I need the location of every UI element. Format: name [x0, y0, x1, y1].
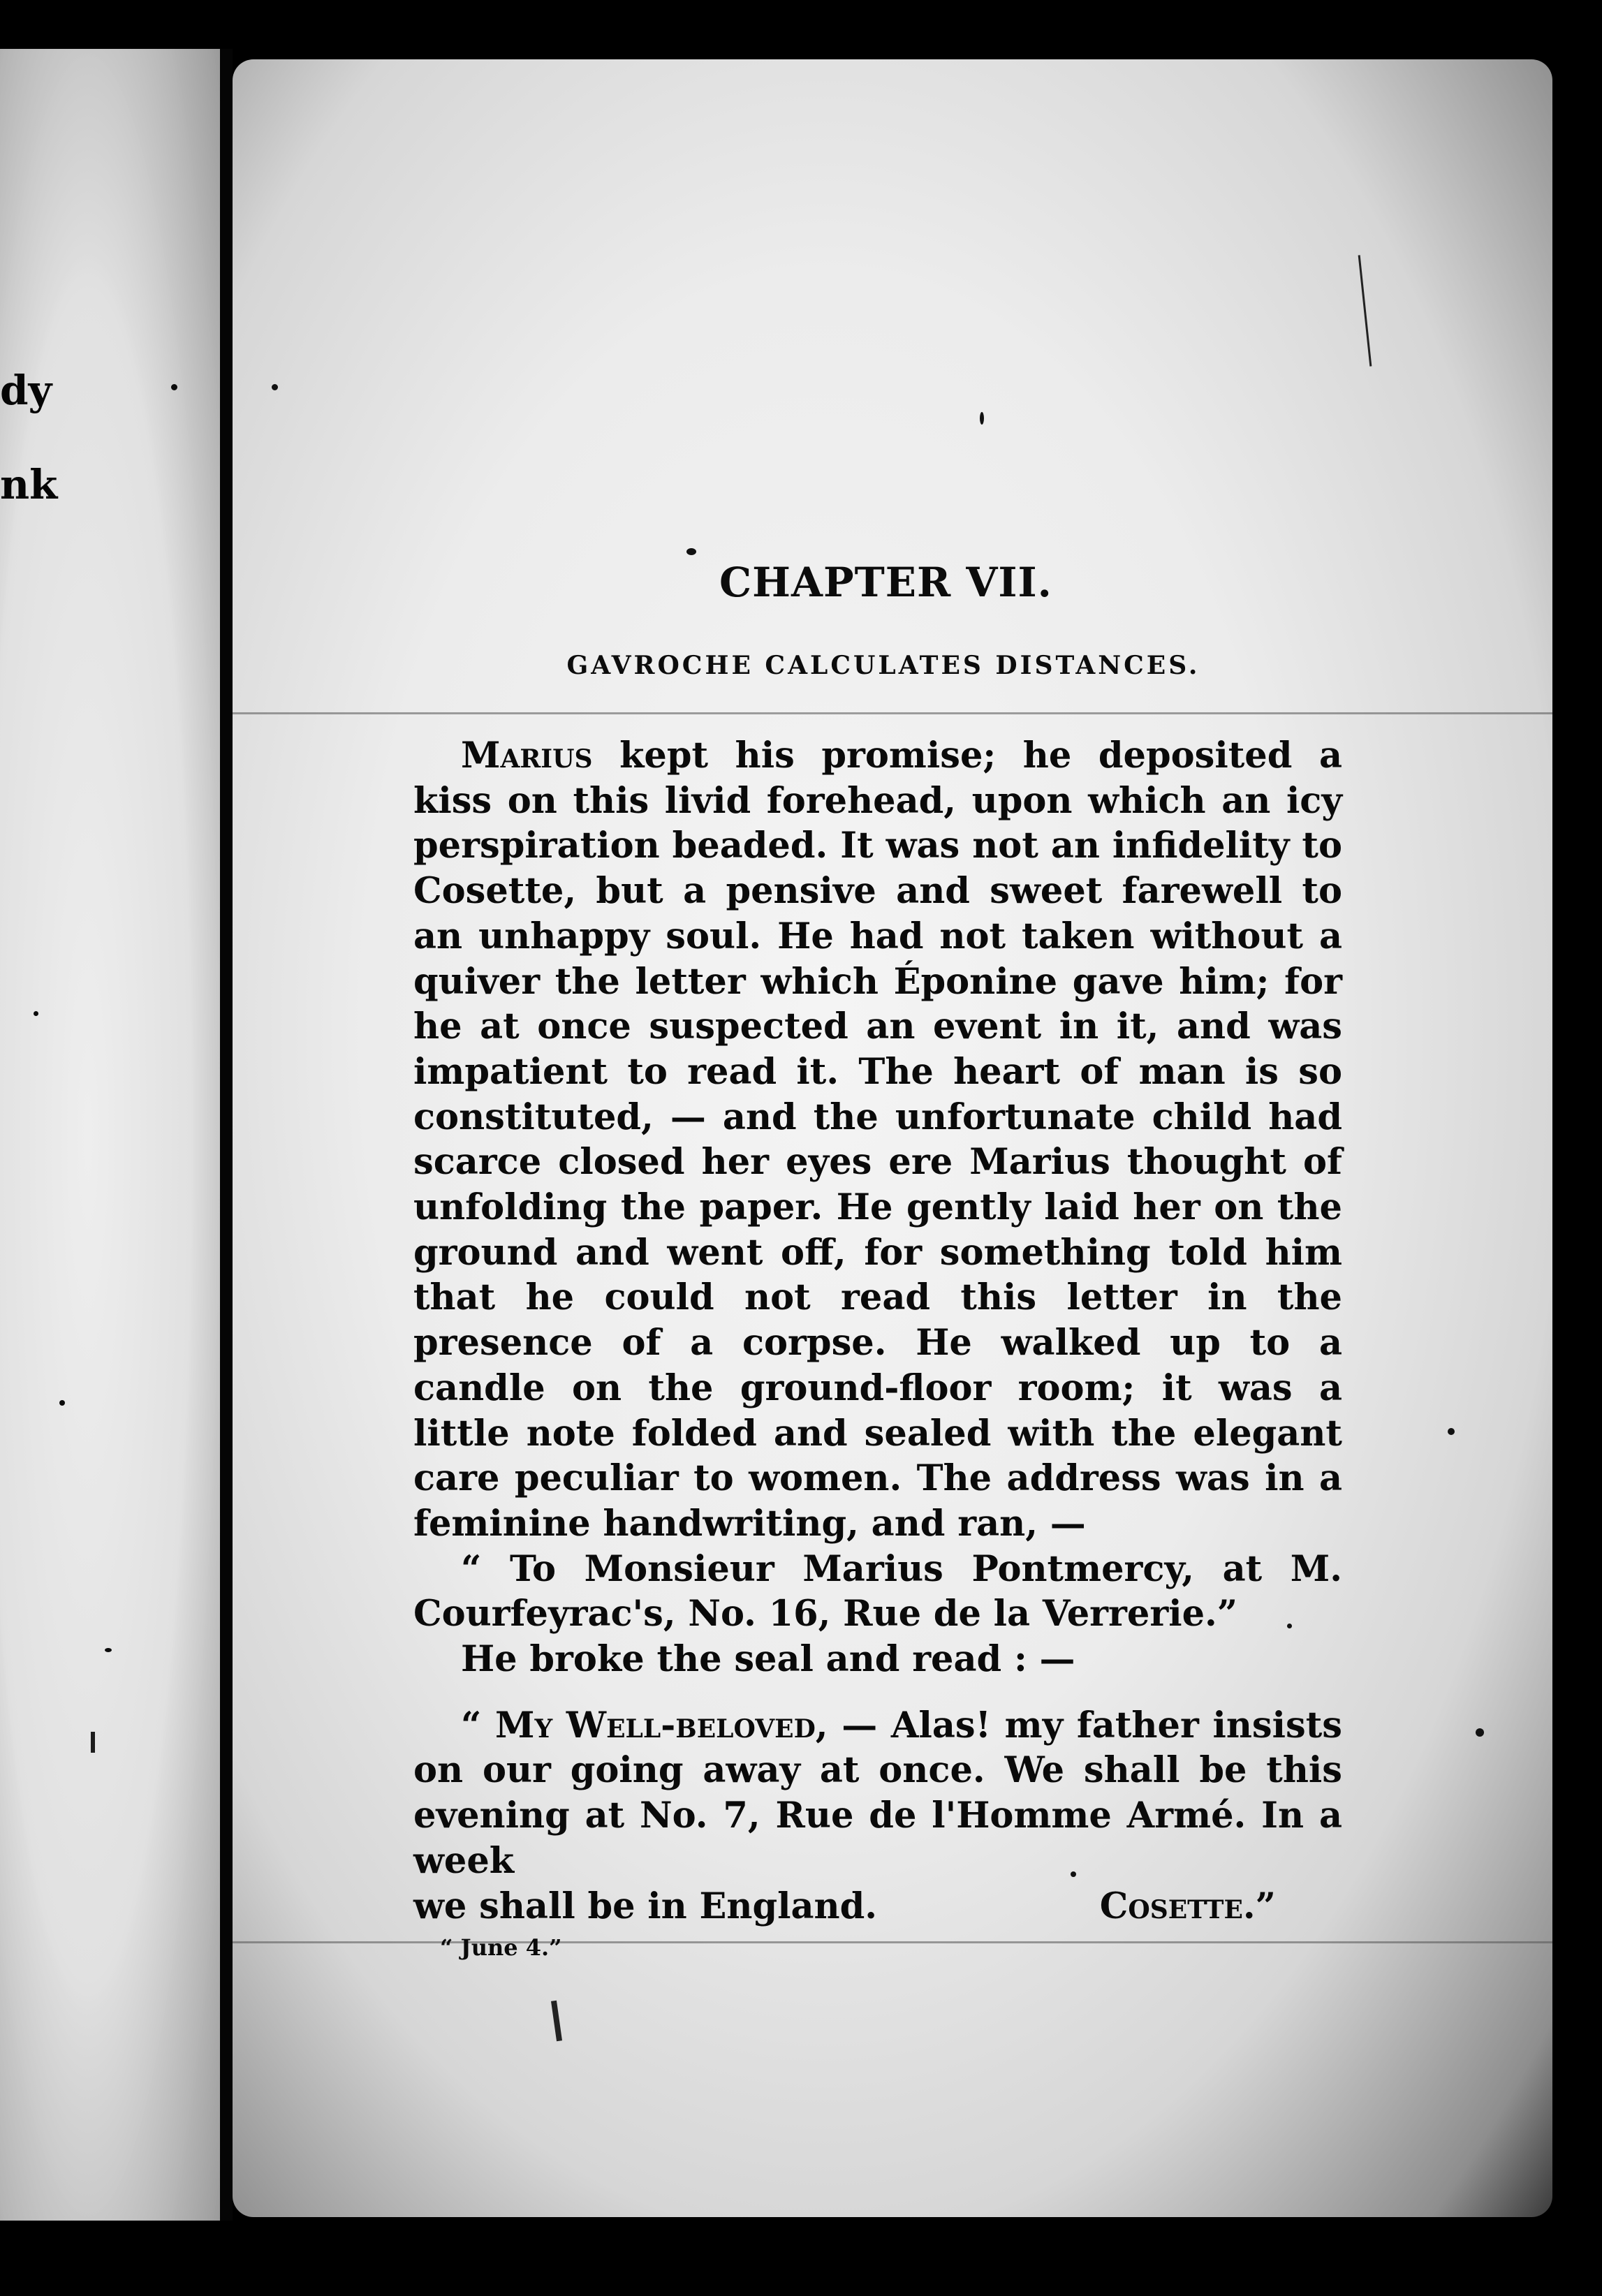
letter-salutation: “ My Well-beloved, [461, 1704, 828, 1746]
left-page-fragment: dy [0, 367, 52, 414]
chapter-subtitle: GAVROCHE CALCULATES DISTANCES. [566, 651, 1200, 680]
chapter-body [413, 733, 1342, 1964]
letter-text: — Alas! my father insists on our going away at once. We shall be this evening at No. 7, Rue de l'Homme Armé. In a week [413, 1704, 1342, 1882]
left-page-fragment: nk [0, 461, 58, 508]
letter-closing [413, 1884, 1342, 1929]
scan-line [233, 712, 1552, 714]
paragraph-text: kept his promise; he deposited a kiss on this livid forehead, upon which an icy perspiration beaded. It was not an infidelity to Cosette, but a pensive and sweet farewell to an unhappy soul. He had not taken without a quiver the letter which Éponine gave him; for he at once suspected an event in it, and was impatient to read it. The heart of man is so constituted, — and the unfortunate child had scarce closed her eyes ere Marius thought of unfolding the paper. He gently laid her on the ground and went off, for something told him that he could not read this letter in the presence of a corpse. He walked up to a candle on the ground-floor room; it was a little note folded and sealed with the elegant care peculiar to women. The address was in a feminine handwriting, and ran, — [413, 735, 1342, 1545]
paragraph-lead-word: Marius [461, 735, 593, 777]
chapter-title: CHAPTER VII. [719, 559, 1052, 606]
book-gutter [220, 49, 233, 2221]
letter-paragraph [413, 1703, 1342, 1884]
left-facing-page [0, 49, 220, 2221]
letter-last-line: we shall be in England. [413, 1885, 878, 1927]
paragraph: “ To Monsieur Marius Pontmercy, at M. Courfeyrac's, No. 16, Rue de la Verrerie.” [413, 1547, 1342, 1635]
letter-signature: Cosette.” [1099, 1885, 1276, 1927]
paragraph [413, 733, 1342, 1547]
paragraph: He broke the seal and read : — [461, 1638, 1075, 1681]
letter-date: “ June 4.” [440, 1934, 562, 1962]
